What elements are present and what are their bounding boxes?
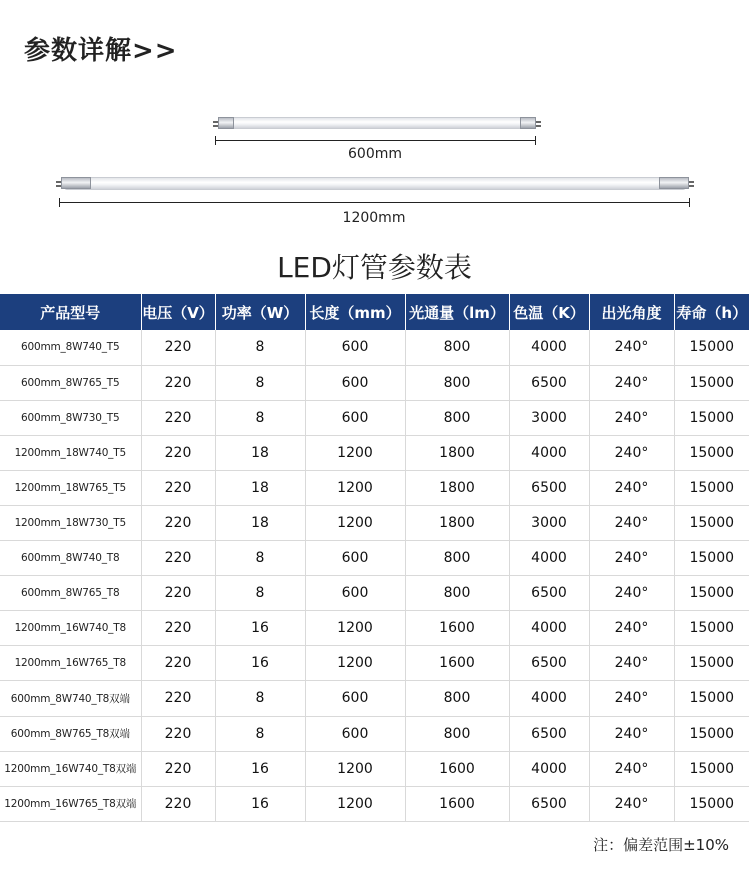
flux-cell: 800 bbox=[405, 330, 509, 365]
flux-cell: 1800 bbox=[405, 505, 509, 540]
voltage-cell: 220 bbox=[141, 576, 215, 611]
lifetime-cell: 15000 bbox=[674, 576, 749, 611]
beam-angle-cell: 240° bbox=[589, 330, 674, 365]
length-cell: 1200 bbox=[305, 470, 405, 505]
lifetime-cell: 15000 bbox=[674, 330, 749, 365]
flux-cell: 800 bbox=[405, 576, 509, 611]
tube-cap-left bbox=[218, 117, 234, 129]
model-cell: 600mm_8W740_T8双端 bbox=[0, 681, 141, 716]
model-cell: 600mm_8W740_T8 bbox=[0, 541, 141, 576]
beam-angle-cell: 240° bbox=[589, 576, 674, 611]
lifetime-cell: 15000 bbox=[674, 786, 749, 821]
color-temp-cell: 4000 bbox=[509, 681, 589, 716]
color-temp-cell: 6500 bbox=[509, 365, 589, 400]
model-cell: 600mm_8W730_T5 bbox=[0, 400, 141, 435]
tube-long-dimension-line bbox=[59, 202, 690, 203]
color-temp-cell: 4000 bbox=[509, 541, 589, 576]
beam-angle-cell: 240° bbox=[589, 400, 674, 435]
power-cell: 8 bbox=[215, 576, 305, 611]
table-row bbox=[0, 435, 749, 470]
lifetime-cell: 15000 bbox=[674, 646, 749, 681]
flux-cell: 1600 bbox=[405, 786, 509, 821]
lifetime-cell: 15000 bbox=[674, 505, 749, 540]
voltage-cell: 220 bbox=[141, 751, 215, 786]
header-lifetime: 寿命（h） bbox=[674, 294, 749, 330]
tube-cap-right bbox=[659, 177, 689, 189]
power-cell: 8 bbox=[215, 681, 305, 716]
tube-long-image bbox=[64, 177, 686, 190]
flux-cell: 1600 bbox=[405, 611, 509, 646]
color-temp-cell: 6500 bbox=[509, 576, 589, 611]
lifetime-cell: 15000 bbox=[674, 365, 749, 400]
tube-short-label: 600mm bbox=[348, 146, 402, 162]
color-temp-cell: 4000 bbox=[509, 611, 589, 646]
power-cell: 16 bbox=[215, 646, 305, 681]
length-cell: 1200 bbox=[305, 751, 405, 786]
voltage-cell: 220 bbox=[141, 646, 215, 681]
color-temp-cell: 3000 bbox=[509, 505, 589, 540]
color-temp-cell: 4000 bbox=[509, 330, 589, 365]
power-cell: 8 bbox=[215, 541, 305, 576]
table-row bbox=[0, 681, 749, 716]
power-cell: 16 bbox=[215, 751, 305, 786]
voltage-cell: 220 bbox=[141, 435, 215, 470]
table-header-row bbox=[0, 294, 749, 330]
model-cell: 1200mm_16W740_T8 bbox=[0, 611, 141, 646]
model-cell: 1200mm_16W765_T8 bbox=[0, 646, 141, 681]
model-cell: 1200mm_18W740_T5 bbox=[0, 435, 141, 470]
length-cell: 1200 bbox=[305, 611, 405, 646]
model-cell: 1200mm_18W730_T5 bbox=[0, 505, 141, 540]
table-row bbox=[0, 611, 749, 646]
length-cell: 1200 bbox=[305, 786, 405, 821]
length-cell: 1200 bbox=[305, 505, 405, 540]
tube-short-dimension-line bbox=[215, 140, 536, 141]
tolerance-note: 注：偏差范围±10% bbox=[593, 836, 729, 854]
table-row bbox=[0, 576, 749, 611]
beam-angle-cell: 240° bbox=[589, 470, 674, 505]
length-cell: 600 bbox=[305, 330, 405, 365]
length-cell: 1200 bbox=[305, 435, 405, 470]
length-cell: 600 bbox=[305, 576, 405, 611]
beam-angle-cell: 240° bbox=[589, 681, 674, 716]
color-temp-cell: 6500 bbox=[509, 716, 589, 751]
voltage-cell: 220 bbox=[141, 330, 215, 365]
flux-cell: 1600 bbox=[405, 646, 509, 681]
header-voltage: 电压（V） bbox=[141, 294, 215, 330]
flux-cell: 800 bbox=[405, 681, 509, 716]
model-cell: 1200mm_16W740_T8双端 bbox=[0, 751, 141, 786]
voltage-cell: 220 bbox=[141, 505, 215, 540]
flux-cell: 800 bbox=[405, 400, 509, 435]
length-cell: 600 bbox=[305, 541, 405, 576]
beam-angle-cell: 240° bbox=[589, 716, 674, 751]
tube-long-label: 1200mm bbox=[342, 210, 406, 226]
voltage-cell: 220 bbox=[141, 470, 215, 505]
power-cell: 8 bbox=[215, 330, 305, 365]
header-length: 长度（mm） bbox=[305, 294, 405, 330]
header-power: 功率（W） bbox=[215, 294, 305, 330]
header-model: 产品型号 bbox=[0, 294, 141, 330]
color-temp-cell: 6500 bbox=[509, 646, 589, 681]
power-cell: 8 bbox=[215, 400, 305, 435]
table-row bbox=[0, 646, 749, 681]
table-row bbox=[0, 786, 749, 821]
lifetime-cell: 15000 bbox=[674, 400, 749, 435]
model-cell: 600mm_8W765_T8 bbox=[0, 576, 141, 611]
flux-cell: 1600 bbox=[405, 751, 509, 786]
voltage-cell: 220 bbox=[141, 400, 215, 435]
power-cell: 18 bbox=[215, 470, 305, 505]
model-cell: 1200mm_16W765_T8双端 bbox=[0, 786, 141, 821]
beam-angle-cell: 240° bbox=[589, 365, 674, 400]
length-cell: 600 bbox=[305, 365, 405, 400]
length-cell: 600 bbox=[305, 400, 405, 435]
voltage-cell: 220 bbox=[141, 681, 215, 716]
tube-short-image bbox=[221, 117, 533, 129]
header-flux: 光通量（lm） bbox=[405, 294, 509, 330]
beam-angle-cell: 240° bbox=[589, 751, 674, 786]
model-cell: 600mm_8W765_T8双端 bbox=[0, 716, 141, 751]
header-color-temp: 色温（K） bbox=[509, 294, 589, 330]
tube-cap-left bbox=[61, 177, 91, 189]
voltage-cell: 220 bbox=[141, 541, 215, 576]
lifetime-cell: 15000 bbox=[674, 716, 749, 751]
flux-cell: 1800 bbox=[405, 435, 509, 470]
table-row bbox=[0, 716, 749, 751]
model-cell: 600mm_8W765_T5 bbox=[0, 365, 141, 400]
flux-cell: 800 bbox=[405, 541, 509, 576]
beam-angle-cell: 240° bbox=[589, 646, 674, 681]
table-row bbox=[0, 505, 749, 540]
power-cell: 16 bbox=[215, 786, 305, 821]
table-row bbox=[0, 365, 749, 400]
power-cell: 16 bbox=[215, 611, 305, 646]
table-row bbox=[0, 400, 749, 435]
voltage-cell: 220 bbox=[141, 611, 215, 646]
color-temp-cell: 4000 bbox=[509, 751, 589, 786]
length-cell: 1200 bbox=[305, 646, 405, 681]
lifetime-cell: 15000 bbox=[674, 751, 749, 786]
lifetime-cell: 15000 bbox=[674, 541, 749, 576]
power-cell: 8 bbox=[215, 716, 305, 751]
power-cell: 8 bbox=[215, 365, 305, 400]
tube-cap-right bbox=[520, 117, 536, 129]
table-row bbox=[0, 470, 749, 505]
table-row bbox=[0, 330, 749, 365]
lifetime-cell: 15000 bbox=[674, 470, 749, 505]
color-temp-cell: 6500 bbox=[509, 470, 589, 505]
beam-angle-cell: 240° bbox=[589, 611, 674, 646]
table-title: LED灯管参数表 bbox=[277, 251, 472, 284]
length-cell: 600 bbox=[305, 716, 405, 751]
length-cell: 600 bbox=[305, 681, 405, 716]
model-cell: 1200mm_18W765_T5 bbox=[0, 470, 141, 505]
spec-table bbox=[0, 294, 749, 822]
beam-angle-cell: 240° bbox=[589, 541, 674, 576]
voltage-cell: 220 bbox=[141, 786, 215, 821]
table-row bbox=[0, 751, 749, 786]
voltage-cell: 220 bbox=[141, 716, 215, 751]
voltage-cell: 220 bbox=[141, 365, 215, 400]
header-beam-angle: 出光角度 bbox=[589, 294, 674, 330]
lifetime-cell: 15000 bbox=[674, 435, 749, 470]
section-heading: 参数详解>> bbox=[24, 36, 178, 66]
flux-cell: 800 bbox=[405, 716, 509, 751]
flux-cell: 1800 bbox=[405, 470, 509, 505]
lifetime-cell: 15000 bbox=[674, 611, 749, 646]
beam-angle-cell: 240° bbox=[589, 435, 674, 470]
lifetime-cell: 15000 bbox=[674, 681, 749, 716]
power-cell: 18 bbox=[215, 505, 305, 540]
beam-angle-cell: 240° bbox=[589, 786, 674, 821]
color-temp-cell: 3000 bbox=[509, 400, 589, 435]
beam-angle-cell: 240° bbox=[589, 505, 674, 540]
model-cell: 600mm_8W740_T5 bbox=[0, 330, 141, 365]
power-cell: 18 bbox=[215, 435, 305, 470]
color-temp-cell: 6500 bbox=[509, 786, 589, 821]
table-row bbox=[0, 541, 749, 576]
color-temp-cell: 4000 bbox=[509, 435, 589, 470]
flux-cell: 800 bbox=[405, 365, 509, 400]
